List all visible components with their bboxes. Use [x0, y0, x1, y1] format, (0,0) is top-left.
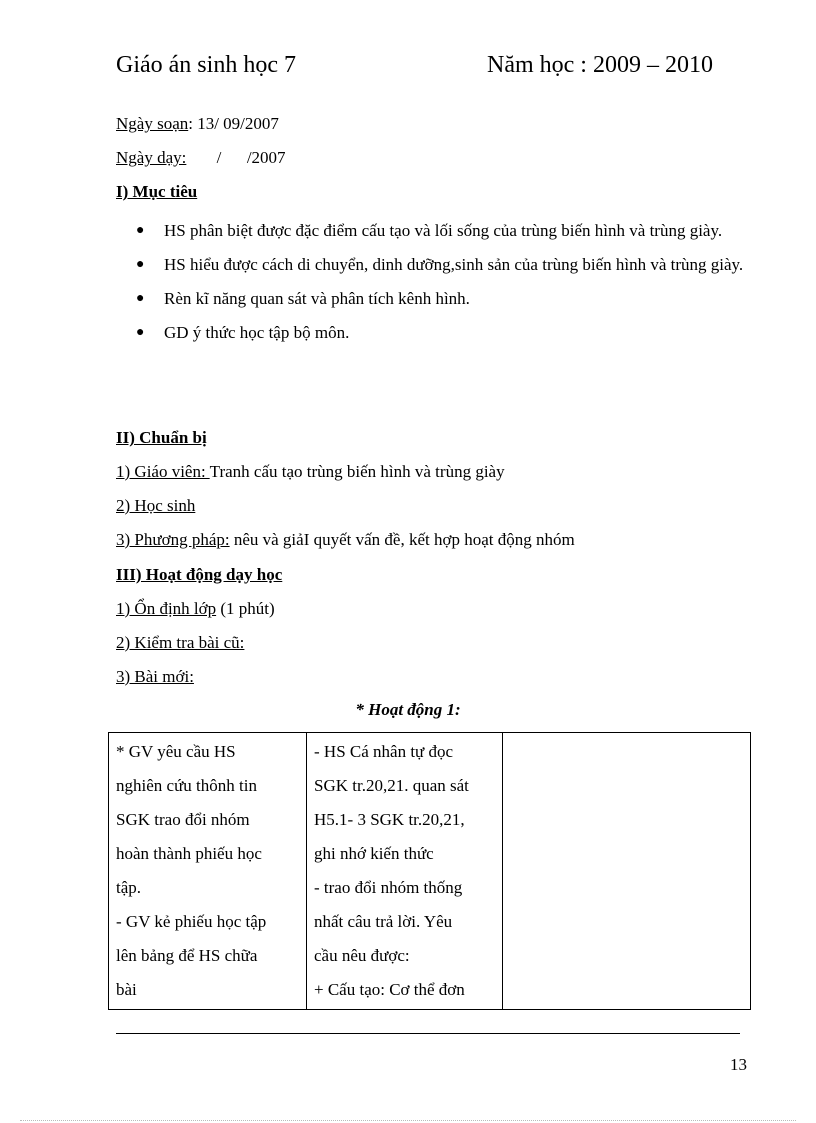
- bullet-icon: ●: [136, 257, 145, 272]
- teacher-prep-label: 1) Giáo viên:: [116, 462, 210, 481]
- student-prep-label: 2) Học sinh: [116, 496, 196, 515]
- method-text: nêu và giảI quyết vấn đề, kết hợp hoạt động nhóm: [229, 530, 575, 549]
- header-school-year: Năm học : 2009 – 2010: [487, 52, 713, 78]
- header-subject: Giáo án sinh học 7: [116, 52, 296, 78]
- bullet-icon: ●: [136, 223, 145, 238]
- footer-divider: [116, 1033, 740, 1034]
- teach-date-label: Ngày dạy:: [116, 148, 187, 167]
- page-bottom-border: [20, 1120, 796, 1121]
- list-item: ● HS phân biệt được đặc điểm cấu tạo và lối sống của trùng biến hình và trùng giày.: [136, 214, 746, 248]
- prep-date-value: : 13/ 09/2007: [188, 114, 279, 133]
- list-item: ● GD ý thức học tập bộ môn.: [136, 316, 746, 350]
- section-objectives-title: I) Mục tiêu: [116, 182, 198, 201]
- method-label: 3) Phương pháp:: [116, 530, 230, 549]
- list-item: ● HS hiểu được cách di chuyển, dinh dưỡng,sinh sản của trùng biến hình và trùng giày.: [136, 248, 746, 282]
- review-label: 2) Kiểm tra bài cũ:: [116, 633, 245, 652]
- section-preparation-title: II) Chuẩn bị: [116, 428, 207, 447]
- teacher-prep-text: Tranh cấu tạo trùng biến hình và trùng giày: [209, 462, 505, 481]
- class-stabilize-line: [116, 599, 275, 619]
- list-item: ● Rèn kĩ năng quan sát và phân tích kênh hình.: [136, 282, 746, 316]
- prep-date-label: Ngày soạn: [116, 114, 189, 133]
- teacher-prep-line: [116, 462, 505, 482]
- page-number: 13: [730, 1055, 747, 1074]
- method-line: [116, 530, 575, 550]
- teacher-activity-cell: * GV yêu cầu HS nghiên cứu thônh tin SGK trao đổi nhóm hoàn thành phiếu học tập. - GV kẻ phiếu học tập lên bảng để HS chữa bài: [109, 733, 307, 1010]
- table-row: [109, 733, 751, 1010]
- new-lesson-label: 3) Bài mới:: [116, 667, 194, 686]
- section-activities-title: III) Hoạt động dạy học: [116, 565, 283, 584]
- objectives-list: [136, 214, 746, 350]
- teach-date-line: [116, 148, 286, 168]
- activity-table: [108, 732, 751, 1010]
- class-stabilize-label: 1) Ổn định lớp: [116, 599, 217, 618]
- teach-date-value: / /2007: [216, 148, 286, 167]
- bullet-icon: ●: [136, 291, 145, 306]
- class-stabilize-text: (1 phút): [216, 599, 275, 618]
- activity-heading: * Hoạt động 1:: [355, 700, 461, 719]
- prep-date-line: [116, 114, 279, 134]
- student-activity-cell: - HS Cá nhân tự đọc SGK tr.20,21. quan sát H5.1- 3 SGK tr.20,21, ghi nhớ kiến thức - trao đổi nhóm thống nhất câu trả lời. Yêu cầu nêu được: + Cấu tạo: Cơ thể đơn: [307, 733, 503, 1010]
- bullet-icon: ●: [136, 325, 145, 340]
- content-cell: [503, 733, 751, 1010]
